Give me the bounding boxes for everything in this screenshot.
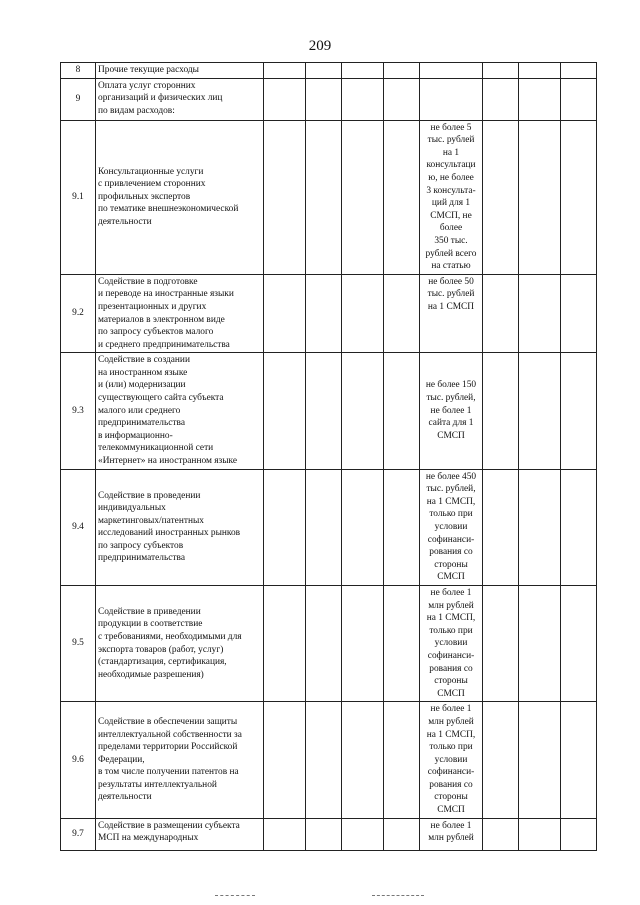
empty-cell [264,63,306,79]
empty-cell [306,120,342,274]
empty-cell [483,353,519,469]
empty-cell [342,63,384,79]
empty-cell [384,702,420,818]
expense-limit: не более 5 тыс. рублей на 1 консультаци ю, не более 3 консульта- ций для 1 СМСП, не более 350 тыс. рублей всего на статью [420,120,483,274]
empty-cell [561,353,597,469]
empty-cell [519,818,561,850]
empty-cell [264,274,306,353]
scan-artifact-line [215,895,255,896]
table-row [61,353,597,469]
empty-cell [561,469,597,585]
empty-cell [306,78,342,120]
expense-limit [420,63,483,79]
empty-cell [519,78,561,120]
empty-cell [561,120,597,274]
empty-cell [342,120,384,274]
empty-cell [561,702,597,818]
empty-cell [342,78,384,120]
empty-cell [384,469,420,585]
expense-table [60,62,597,851]
empty-cell [306,585,342,701]
empty-cell [561,818,597,850]
empty-cell [519,63,561,79]
empty-cell [342,353,384,469]
empty-cell [264,78,306,120]
empty-cell [519,469,561,585]
empty-cell [306,702,342,818]
empty-cell [306,469,342,585]
table-row [61,818,597,850]
empty-cell [384,353,420,469]
row-number: 9.1 [61,120,96,274]
empty-cell [342,702,384,818]
expense-description: Содействие в размещении субъекта МСП на международных [96,818,264,850]
row-number: 9.6 [61,702,96,818]
empty-cell [561,78,597,120]
empty-cell [264,818,306,850]
expense-description: Содействие в подготовке и переводе на иностранные языки презентационных и других материалов в электронном виде по запросу субъектов малого и среднего предпринимательства [96,274,264,353]
row-number: 9.4 [61,469,96,585]
row-number: 9.2 [61,274,96,353]
empty-cell [519,120,561,274]
expense-description: Содействие в проведении индивидуальных маркетинговых/патентных исследований иностранных рынков по запросу субъектов предпринимательства [96,469,264,585]
row-number: 9.3 [61,353,96,469]
empty-cell [519,702,561,818]
empty-cell [483,120,519,274]
expense-description: Содействие в обеспечении защиты интеллектуальной собственности за пределами территории Российской Федерации, в том числе получении патентов на результаты интеллектуальной деятельности [96,702,264,818]
expense-limit [420,78,483,120]
empty-cell [519,274,561,353]
empty-cell [519,353,561,469]
expense-description: Содействие в создании на иностранном языке и (или) модернизации существующего сайта субъекта малого или среднего предпринимательства в информационно- телекоммуникационной сети «Интернет» на иностранном языке [96,353,264,469]
scan-artifact-line [372,895,424,896]
empty-cell [561,585,597,701]
expense-description: Оплата услуг сторонних организаций и физических лиц по видам расходов: [96,78,264,120]
empty-cell [306,63,342,79]
empty-cell [264,585,306,701]
empty-cell [483,274,519,353]
empty-cell [483,818,519,850]
empty-cell [306,274,342,353]
expense-limit: не более 1 млн рублей на 1 СМСП, только при условии софинанси- рования со стороны СМСП [420,702,483,818]
page-number: 209 [308,38,332,54]
empty-cell [264,469,306,585]
empty-cell [519,585,561,701]
expense-limit: не более 1 млн рублей [420,818,483,850]
table-row [61,63,597,79]
empty-cell [384,78,420,120]
empty-cell [384,63,420,79]
table-row [61,78,597,120]
empty-cell [306,353,342,469]
empty-cell [483,78,519,120]
expense-limit: не более 50 тыс. рублей на 1 СМСП [420,274,483,353]
expense-description: Содействие в приведении продукции в соответствие с требованиями, необходимыми для экспорта товаров (работ, услуг) (стандартизация, сертификация, необходимые разрешения) [96,585,264,701]
empty-cell [483,63,519,79]
table-row [61,120,597,274]
empty-cell [342,585,384,701]
empty-cell [483,702,519,818]
table-row [61,469,597,585]
empty-cell [483,585,519,701]
empty-cell [306,818,342,850]
empty-cell [342,818,384,850]
empty-cell [384,120,420,274]
empty-cell [384,274,420,353]
empty-cell [264,120,306,274]
empty-cell [264,353,306,469]
empty-cell [342,469,384,585]
expense-limit: не более 150 тыс. рублей, не более 1 сайта для 1 СМСП [420,353,483,469]
expense-description: Прочие текущие расходы [96,63,264,79]
expense-limit: не более 1 млн рублей на 1 СМСП, только при условии софинанси- рования со стороны СМСП [420,585,483,701]
empty-cell [561,274,597,353]
empty-cell [342,274,384,353]
expense-description: Консультационные услуги с привлечением сторонних профильных экспертов по тематике внешнеэкономической деятельности [96,120,264,274]
table-row [61,585,597,701]
table-row [61,702,597,818]
empty-cell [384,585,420,701]
row-number: 9.5 [61,585,96,701]
row-number: 8 [61,63,96,79]
expense-limit: не более 450 тыс. рублей, на 1 СМСП, только при условии софинанси- рования со стороны СМСП [420,469,483,585]
empty-cell [384,818,420,850]
empty-cell [264,702,306,818]
row-number: 9 [61,78,96,120]
table-row [61,274,597,353]
empty-cell [561,63,597,79]
empty-cell [483,469,519,585]
row-number: 9.7 [61,818,96,850]
